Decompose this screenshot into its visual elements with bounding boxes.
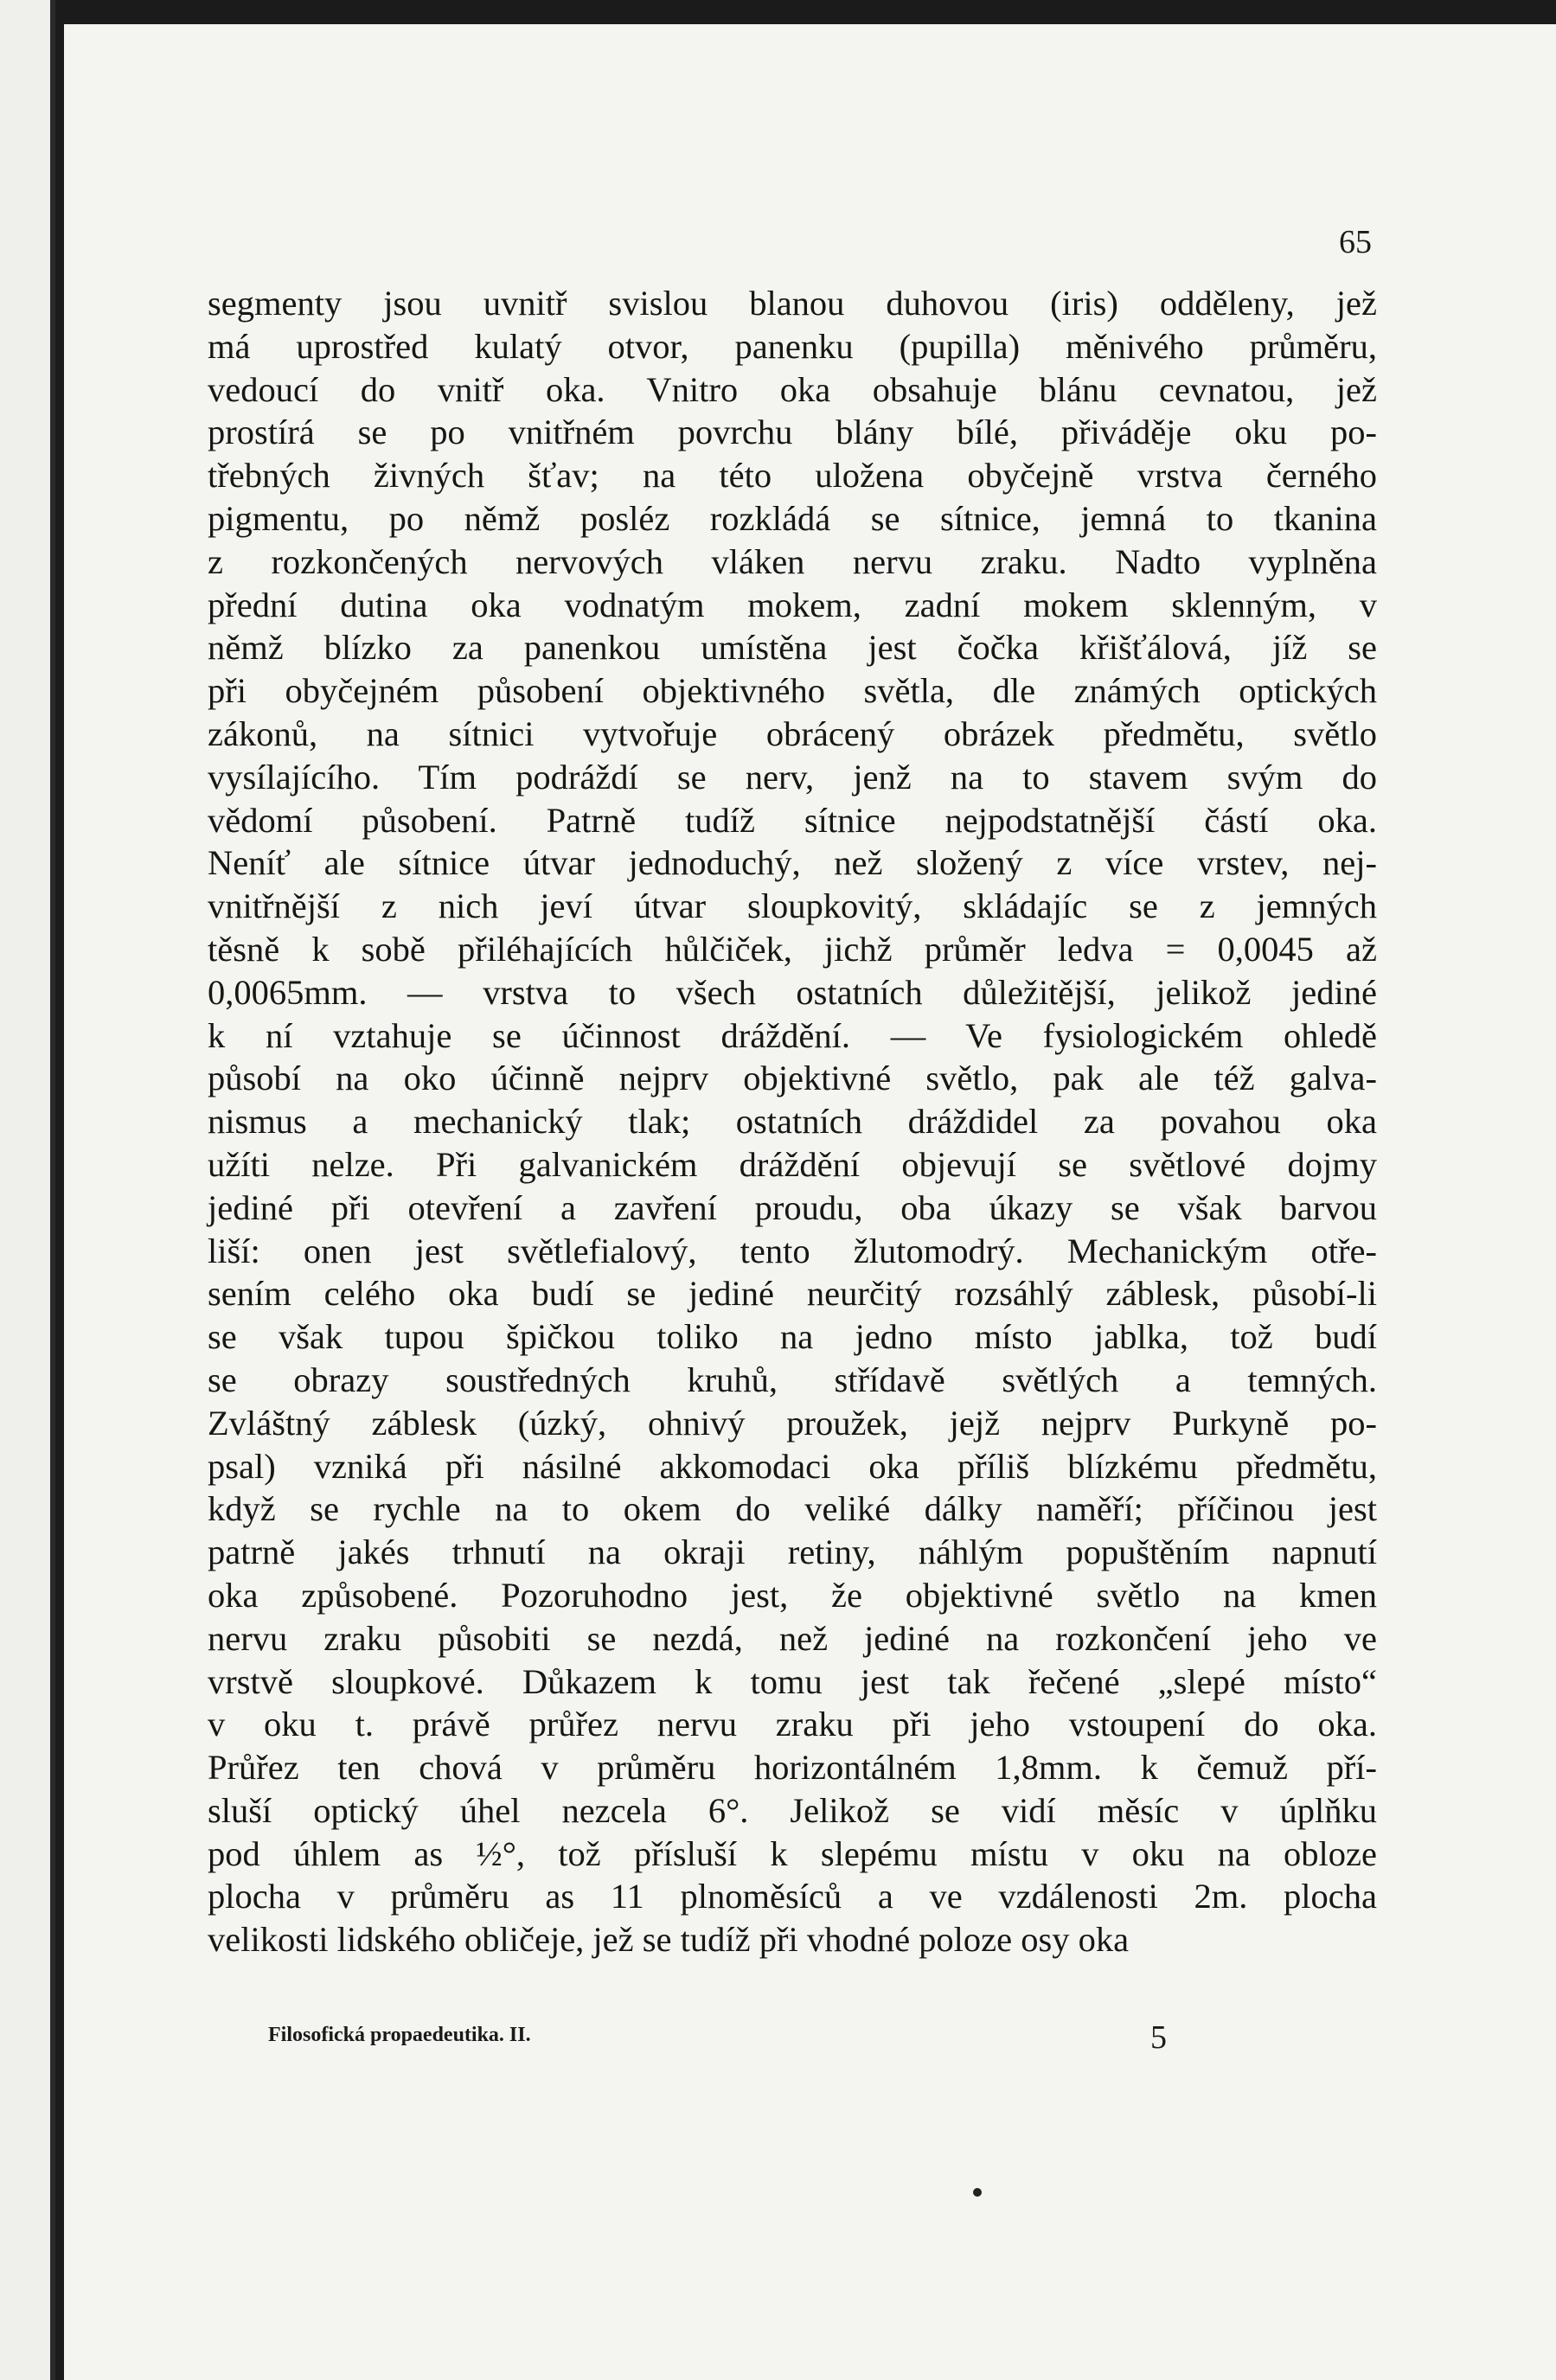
text-line: třebných živných šťav; na této uložena obyčejně vrstva černého <box>208 456 1377 496</box>
text-line: němž blízko za panenkou umístěna jest čočka křišťálová, jíž se <box>208 628 1377 668</box>
text-line: k ní vztahuje se účinnost dráždění. — Ve fysiologickém ohledě <box>208 1015 1377 1055</box>
text-line: nervu zraku působiti se nezdá, než jediné na rozkončení jeho ve <box>208 1618 1377 1658</box>
text-line: plocha v průměru as 11 plnoměsíců a ve vzdálenosti 2m. plocha <box>208 1877 1377 1916</box>
text-line: sluší optický úhel nezcela 6°. Jelikož se vidí měsíc v úplňku <box>208 1790 1377 1830</box>
text-line: velikosti lidského obličeje, jež se tudíž při vhodné poloze osy oka <box>208 1920 1130 1960</box>
text-line: když se rychle na to okem do veliké dálky naměří; příčinou jest <box>208 1489 1377 1529</box>
text-line: prostírá se po vnitřném povrchu blány bílé, přiváděje oku po- <box>208 413 1377 452</box>
facing-page-edge <box>0 0 55 2380</box>
text-line: Průřez ten chová v průměru horizontálném 1,8mm. k čemuž pří- <box>208 1748 1377 1788</box>
text-line: se obrazy soustředných kruhů, střídavě světlých a temných. <box>208 1360 1377 1399</box>
text-line: vnitřnější z nich jeví útvar sloupkovitý, skládajíc se z jemných <box>208 886 1377 926</box>
page-number: 65 <box>1339 224 1372 260</box>
text-line: sením celého oka budí se jediné neurčitý rozsáhlý záblesk, působí-li <box>208 1274 1377 1314</box>
text-line: patrně jakés trhnutí na okraji retiny, náhlým popuštěním napnutí <box>208 1532 1377 1572</box>
text-line: má uprostřed kulatý otvor, panenku (pupilla) měnivého průměru, <box>208 326 1377 366</box>
text-line: nismus a mechanický tlak; ostatních dráždidel za povahou oka <box>208 1102 1377 1142</box>
text-line: pigmentu, po němž posléz rozkládá se sítnice, jemná to tkanina <box>208 498 1377 538</box>
text-line: oka způsobené. Pozoruhodno jest, že objektivné světlo na kmen <box>208 1575 1377 1615</box>
text-line: vrstvě sloupkové. Důkazem k tomu jest tak řečené „slepé místo“ <box>208 1661 1377 1701</box>
text-line: Neníť ale sítnice útvar jednoduchý, než složený z více vrstev, nej- <box>208 843 1377 883</box>
text-line: z rozkončených nervových vláken nervu zraku. Nadto vyplněna <box>208 541 1377 581</box>
book-page <box>64 24 1556 2380</box>
text-line: zákonů, na sítnici vytvořuje obrácený obrázek předmětu, světlo <box>208 713 1377 753</box>
text-line: v oku t. právě průřez nervu zraku při jeho vstoupení do oka. <box>208 1705 1377 1744</box>
text-line: při obyčejném působení objektivného světla, dle známých optických <box>208 671 1377 711</box>
text-line: užíti nelze. Při galvanickém dráždění objevují se světlové dojmy <box>208 1144 1377 1184</box>
text-line: vysílajícího. Tím podráždí se nerv, jenž na to stavem svým do <box>208 757 1377 797</box>
book-title: Filosofická propaedeutika. II. <box>268 2024 531 2046</box>
text-line: segmenty jsou uvnitř svislou blanou duhovou (iris) odděleny, jež <box>208 284 1377 323</box>
text-line: psal) vzniká při násilné akkomodaci oka příliš blízkému předmětu, <box>208 1446 1377 1486</box>
text-line: pod úhlem as ½°, tož přísluší k slepému místu v oku na obloze <box>208 1833 1377 1873</box>
text-line: se však tupou špičkou toliko na jedno místo jablka, tož budí <box>208 1317 1377 1357</box>
page-footer <box>208 2019 1377 2062</box>
text-line: vědomí působení. Patrně tudíž sítnice nejpodstatnější částí oka. <box>208 800 1377 840</box>
text-line: vedoucí do vnitř oka. Vnitro oka obsahuje blánu cevnatou, jež <box>208 369 1377 409</box>
text-line: Zvláštný záblesk (úzký, ohnivý proužek, jejž nejprv Purkyně po- <box>208 1403 1377 1443</box>
ink-speck <box>973 2188 982 2197</box>
text-line: působí na oko účinně nejprv objektivné světlo, pak ale též galva- <box>208 1059 1377 1098</box>
signature-mark: 5 <box>1150 2019 1167 2056</box>
text-line: přední dutina oka vodnatým mokem, zadní mokem sklenným, v <box>208 585 1377 624</box>
text-line: těsně k sobě přiléhajících hůlčiček, jichž průměr ledva = 0,0045 až <box>208 929 1377 969</box>
text-line: 0,0065mm. — vrstva to všech ostatních důležitější, jelikož jediné <box>208 972 1377 1012</box>
text-line: liší: onen jest světlefialový, tento žlutomodrý. Mechanickým otře- <box>208 1231 1377 1270</box>
body-text <box>208 282 1377 1961</box>
text-line: jediné při otevření a zavření proudu, oba úkazy se však barvou <box>208 1187 1377 1227</box>
